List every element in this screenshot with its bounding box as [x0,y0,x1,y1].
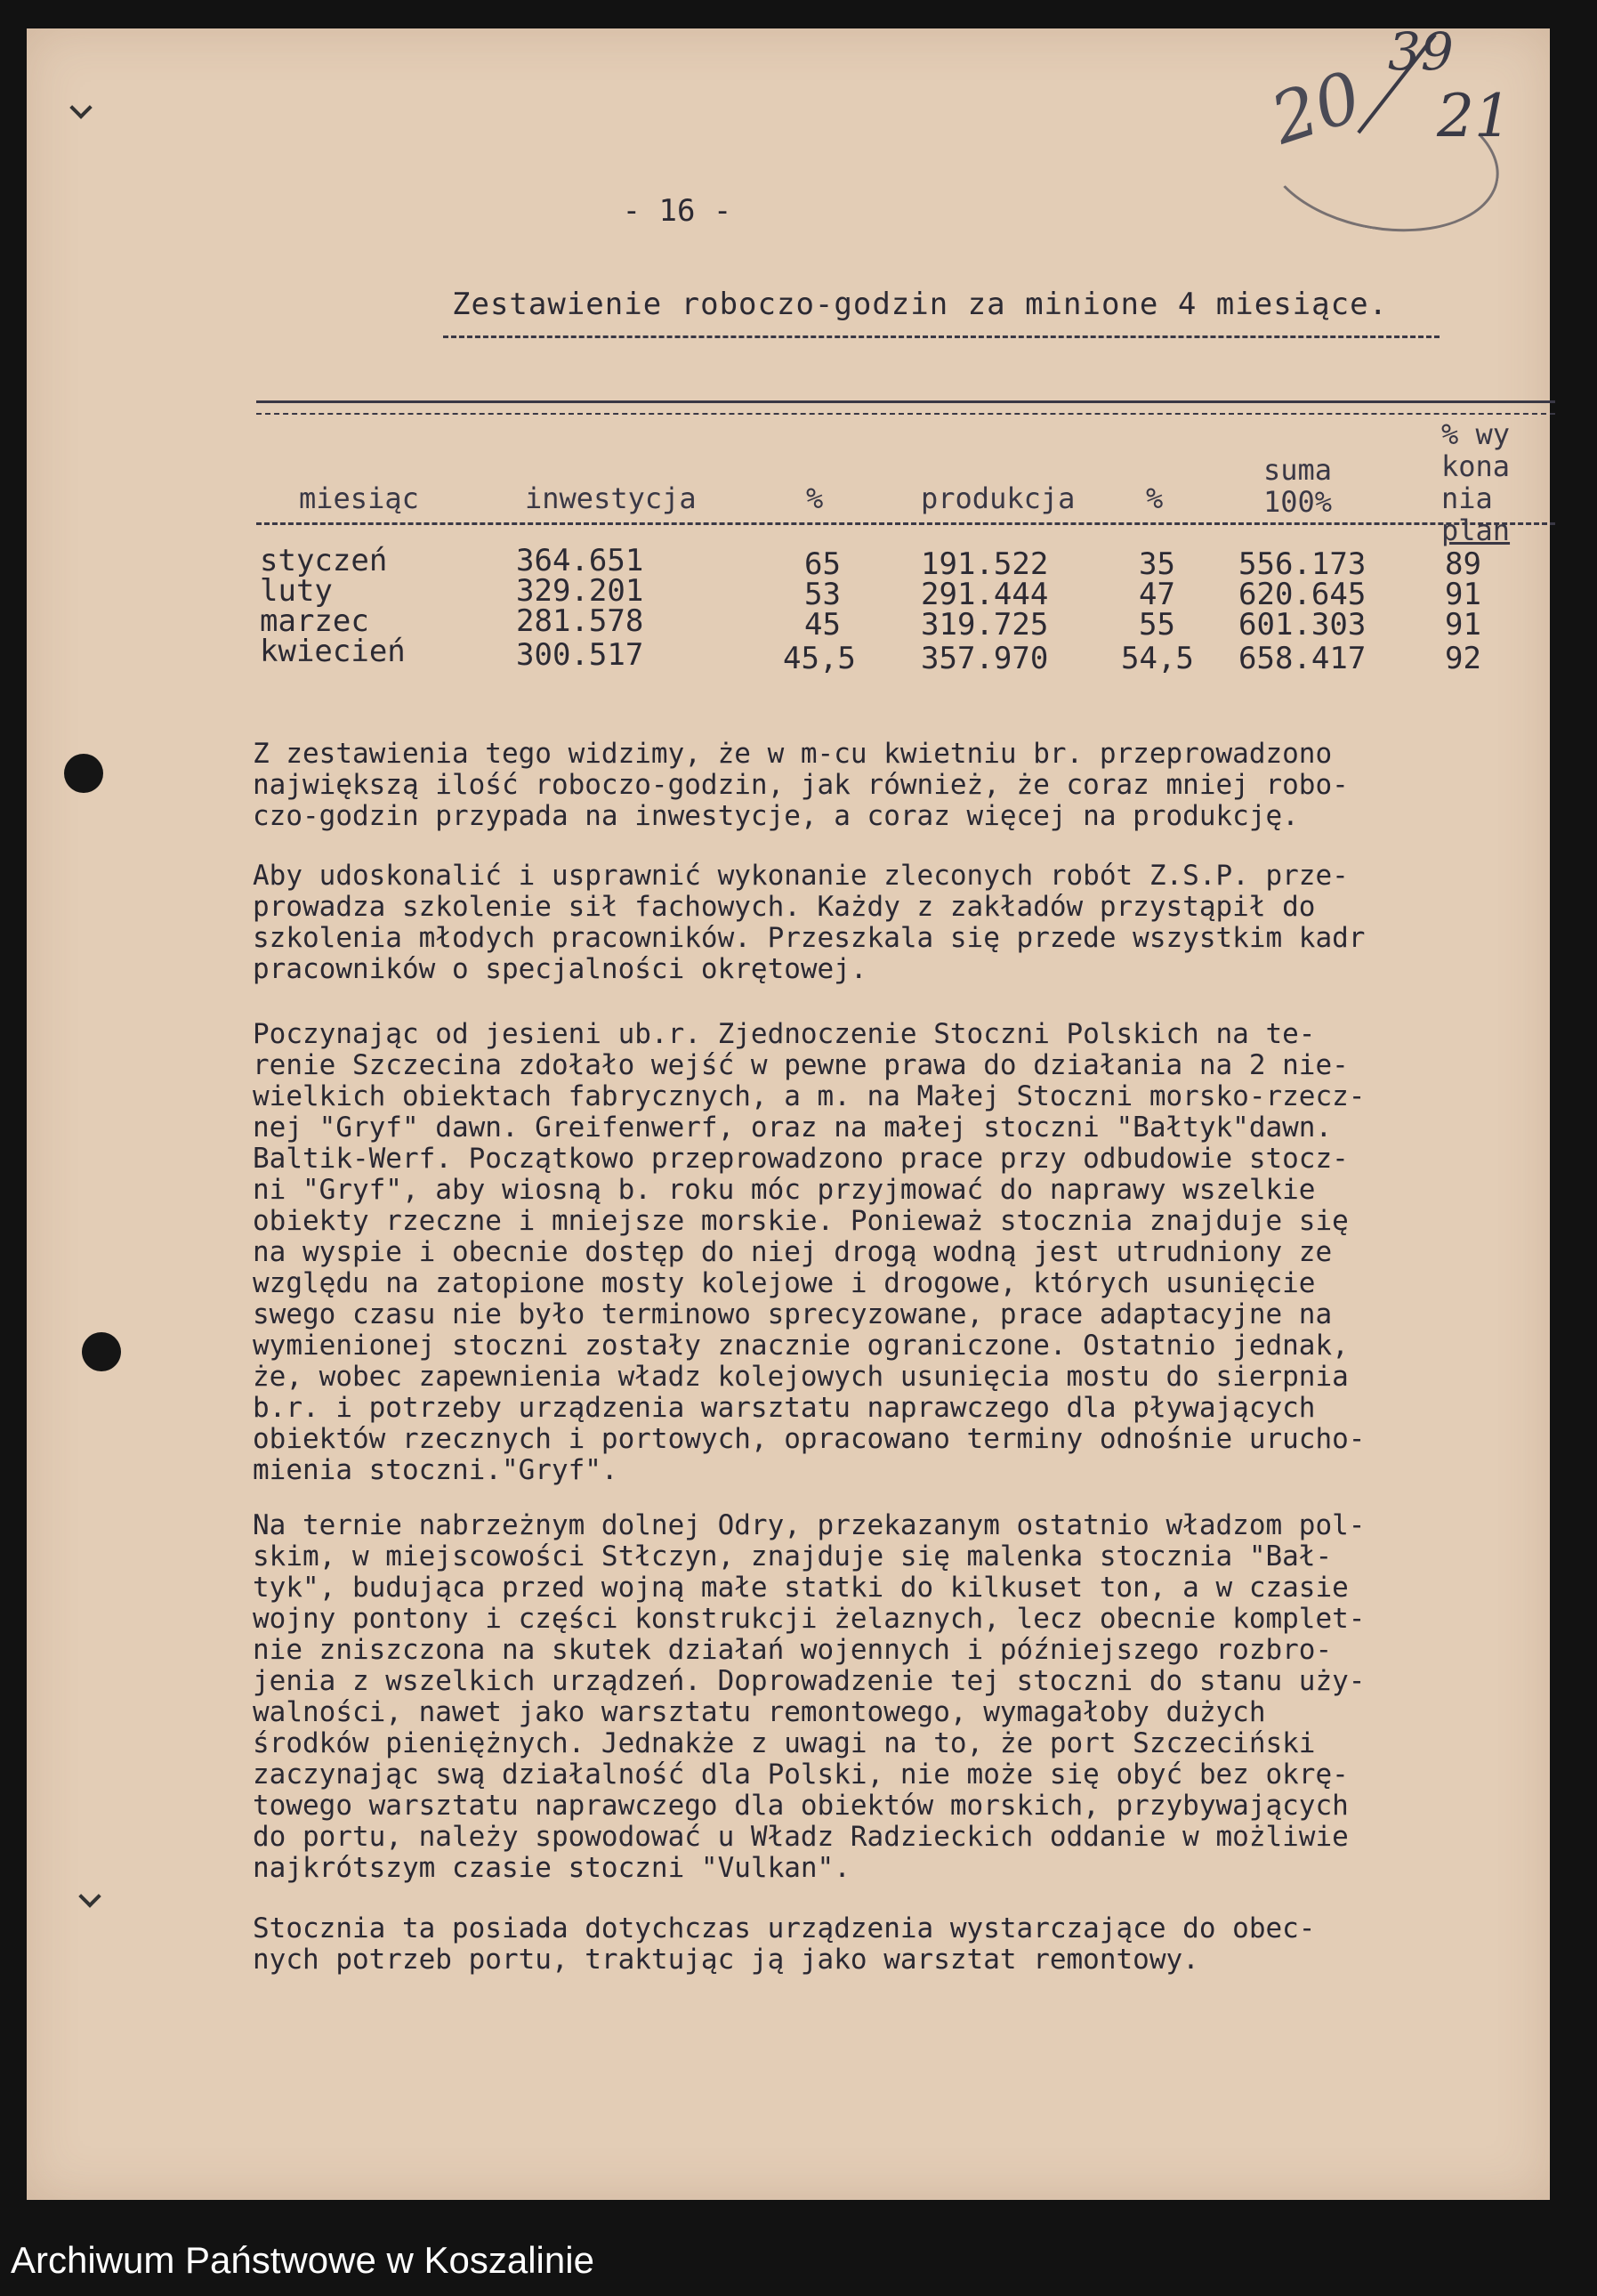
corner-mark-bottom [78,1885,101,1907]
table-row-1-produkcja: 191.522 [921,546,1049,582]
header-produkcja: produkcja [921,481,1076,515]
header-miesiac: miesiąc [299,481,419,515]
table-row-4-suma: 658.417 [1238,641,1367,676]
table-row-3-pct2: 55 [1139,607,1175,643]
table-row-4-pct1: 45,5 [783,641,856,676]
document-title: Zestawienie roboczo-godzin za minione 4 miesiące. [452,287,1389,322]
table-row-4-produkcja: 357.970 [921,641,1049,676]
table-row-2-produkcja: 291.444 [921,577,1049,612]
corner-mark-top [69,96,92,118]
handwritten-page-number: 21 [1437,82,1512,150]
table-row-1-wyk: 89 [1445,546,1481,582]
paragraph-2: Aby udoskonalić i usprawnić wykonanie zleconych robót Z.S.P. prze- prowadza szkolenie sił fachowych. Każdy z zakładów przystąpił do szkolenia młodych pracowników. Przeszkala się przede wszystkim kadr pracowników o specjalności okrętowej. [253,860,1366,985]
table-header-rule [256,522,1555,525]
table-row-3-suma: 601.303 [1238,607,1367,643]
table-row-1-miesiac: styczeń [260,543,388,578]
table-row-3-inwestycja: 281.578 [516,603,644,639]
table-row-3-produkcja: 319.725 [921,607,1049,643]
header-pct-inwestycja: % [806,481,824,515]
table-row-2-pct2: 47 [1139,577,1175,612]
table-row-2-suma: 620.645 [1238,577,1367,612]
table-row-2-wyk: 91 [1445,577,1481,612]
header-wykonania-3: nia [1441,481,1493,515]
table-row-2-pct1: 53 [804,577,841,612]
table-top-rule [256,400,1555,403]
handwritten-folio-number: 39 [1388,21,1454,82]
page-number: - 16 - [622,193,732,229]
table-row-2-miesiac: luty [260,573,333,609]
table-top-rule-dashed [256,413,1555,415]
document-page [27,21,1550,2200]
title-underline [443,336,1440,338]
paragraph-5: Stocznia ta posiada dotychczas urządzenia wystarczające do obec- nych potrzeb portu, traktując ją jako warsztat remontowy. [253,1912,1316,1976]
table-row-1-pct2: 35 [1139,546,1175,582]
punch-hole-bottom [82,1332,121,1371]
header-pct-produkcja: % [1146,481,1164,515]
table-row-2-inwestycja: 329.201 [516,573,644,609]
header-wykonania-2: kona [1441,449,1511,483]
handwritten-number-crossed: 20 [1262,56,1371,161]
punch-hole-top [64,754,103,793]
table-row-4-miesiac: kwiecień [260,634,406,669]
header-suma-100: 100% [1263,485,1333,519]
archive-footer: Archiwum Państwowe w Koszalinie [11,2239,594,2281]
header-wykonania-4: plan [1441,513,1511,547]
table-row-1-pct1: 65 [804,546,841,582]
header-wykonania-1: % wy [1441,417,1511,451]
paragraph-4: Na ternie nabrzeżnym dolnej Odry, przekazanym ostatnio władzom pol- skim, w miejscowości Stłczyn, znajduje się malenka stocznia "Bał- tyk", budująca przed wojną małe statki do kilkuset ton, a w czasie wojny pontony i części konstrukcji żelaznych, lecz obecnie komplet- nie zniszczona na skutek działań wojennych i późniejszego rozbro- jenia z wszelkich urządzeń. Doprowadzenie tej stoczni do stanu uży- walności, nawet jako warsztatu remontowego, wymagałoby dużych środków pieniężnych. Jednakże z uwagi na to, że port Szczeciński zaczynając swą działalność dla Polski, nie może się obyć bez okrę- towego warsztatu naprawczego dla obiektów morskich, przybywających do portu, należy spowodować u Władz Radzieckich oddanie w możliwie najkrótszym czasie stoczni "Vulkan". [253,1509,1366,1884]
table-row-4-inwestycja: 300.517 [516,637,644,673]
table-row-3-wyk: 91 [1445,607,1481,643]
header-suma: suma [1263,453,1333,487]
table-row-4-wyk: 92 [1445,641,1481,676]
table-row-3-miesiac: marzec [260,603,369,639]
paragraph-1: Z zestawienia tego widzimy, że w m-cu kwietniu br. przeprowadzono największą ilość roboczo-godzin, jak również, że coraz mniej robo- czo-godzin przypada na inwestycje, a coraz więcej na produkcję. [253,738,1349,832]
table-row-1-suma: 556.173 [1238,546,1367,582]
table-row-3-pct1: 45 [804,607,841,643]
table-row-4-pct2: 54,5 [1121,641,1194,676]
paragraph-3: Poczynając od jesieni ub.r. Zjednoczenie Stoczni Polskich na te- renie Szczecina zdołało wejść w pewne prawa do działania na 2 nie- wielkich obiektach fabrycznych, a m. na Małej Stoczni morsko-rzecz- nej "Gryf" dawn. Greifenwerf, oraz na małej stoczni "Bałtyk"dawn. Baltik-Werf. Początkowo przeprowadzono prace przy odbudowie stocz- ni "Gryf", aby wiosną b. roku móc przyjmować do naprawy wszelkie obiekty rzeczne i mniejsze morskie. Ponieważ stocznia znajduje się na wyspie i obecnie dostęp do niej drogą wodną jest utrudniony ze względu na zatopione mosty kolejowe i drogowe, których usunięcie swego czasu nie było terminowo sprecyzowane, prace adaptacyjne na wymienionej stoczni zostały znacznie ograniczone. Ostatnio jednak, że, wobec zapewnienia władz kolejowych usunięcia mostu do sierpnia b.r. i potrzeby urządzenia warsztatu naprawczego dla pływających obiektów rzecznych i portowych, opracowano terminy odnośnie urucho- mienia stoczni."Gryf". [253,1018,1366,1486]
header-inwestycja: inwestycja [525,481,697,515]
table-row-1-inwestycja: 364.651 [516,543,644,578]
